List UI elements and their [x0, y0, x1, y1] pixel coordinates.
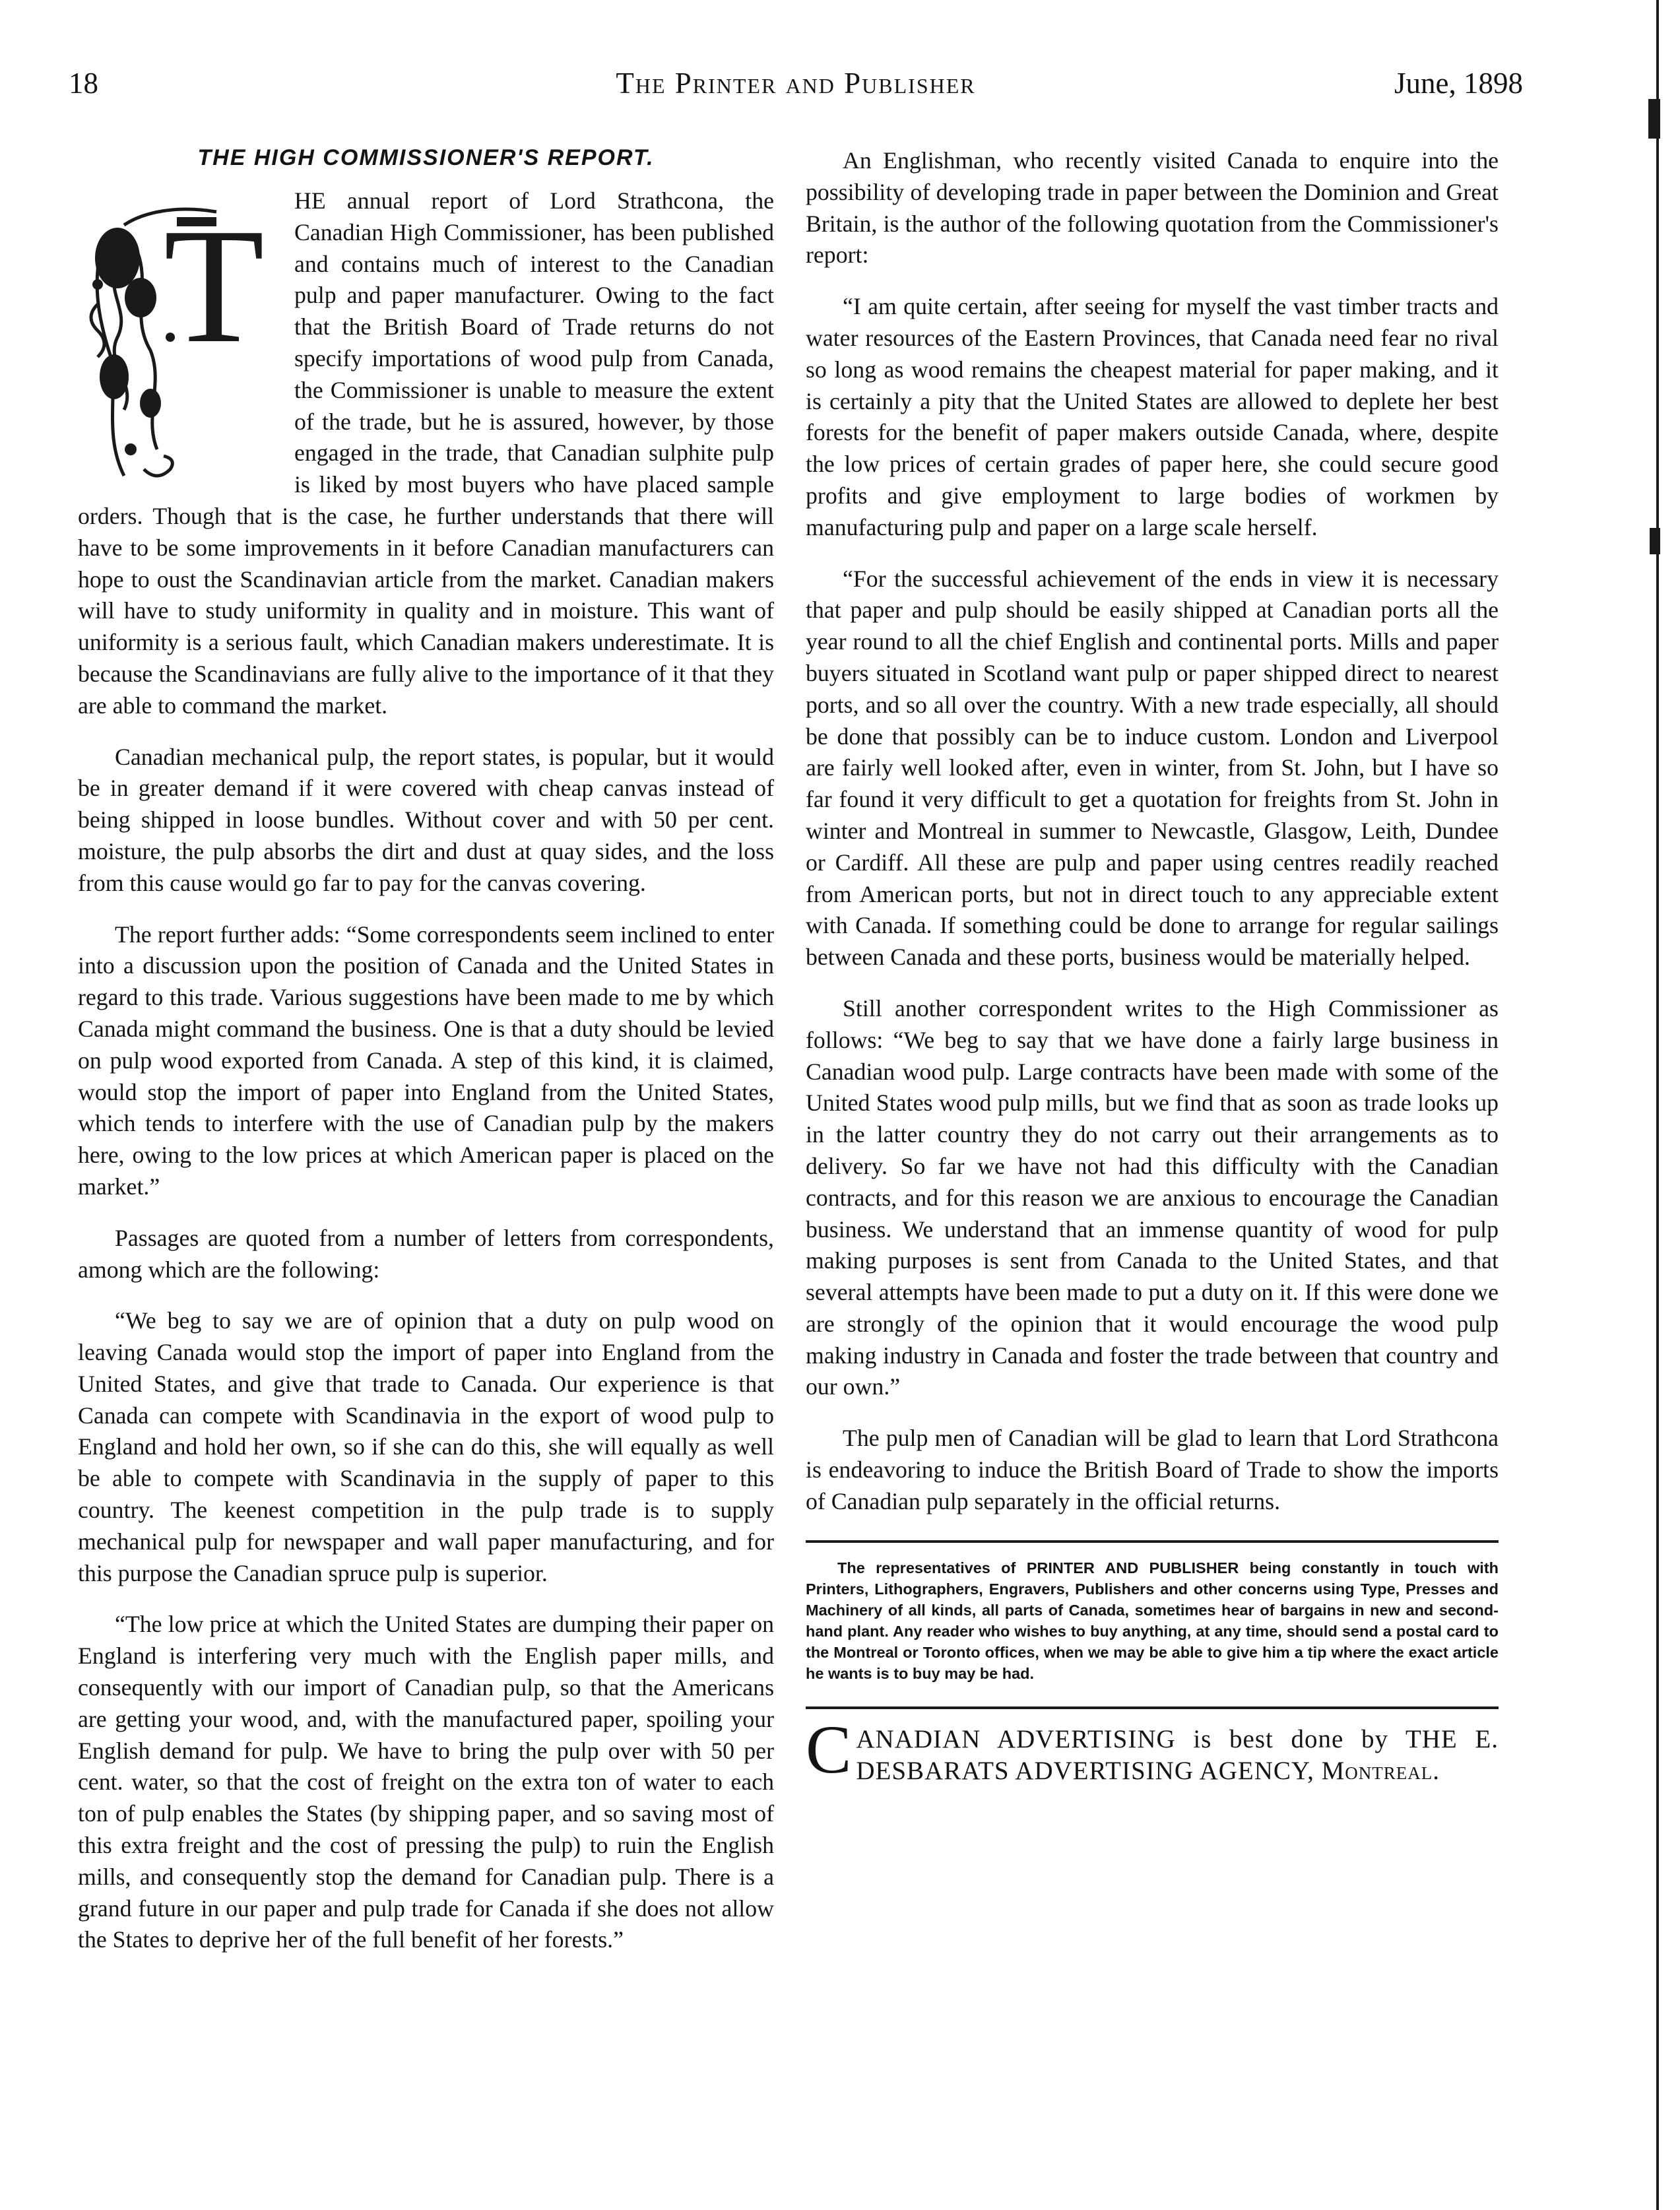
article-paragraph: The report further adds: “Some correspondents seem inclined to enter into a discussion upon the position of Canada and the United States in regard to this trade. Various suggestions have been made to me by which Canada might command the business. One is that a duty should be levied on pulp wood exported from Canada. A step of this kind, it is claimed, would stop the import of paper into England from the United States, which tends to interfere with the use of Canadian pulp by the makers here, owing to the low prices at which American paper is placed on the market.”	[78, 921, 774, 1200]
article-paragraph: “I am quite certain, after seeing for myself the vast timber tracts and water resources of the Eastern Provinces, that Canada need fear no rival so long as wood remains the cheapest material for paper making, and it is certainly a pity that the United States are allowed to deplete her best forests for the benefit of paper makers outside Canada, where, despite the low prices of certain grades of paper here, she could secure good profits and give employment to large bodies of workmen by manufacturing pulp and paper on a large scale herself.	[806, 293, 1499, 540]
publisher-notice: The representatives of PRINTER AND PUBLISHER being constantly in touch with Printers, Lithographers, Engravers, Publishers and other concerns using Type, Presses and Machinery of all kinds, all parts of Canada, sometimes hear of bargains in new and second-hand plant. Any reader who wishes to buy anything, at any time, should send a postal card to the Montreal or Toronto offices, when we may be able to give him a tip where the exact article he wants is to buy may be had.	[806, 1559, 1499, 1682]
left-column	[78, 145, 774, 1956]
edge-mark	[1650, 528, 1660, 554]
running-head-title: The Printer and Publisher	[616, 67, 976, 100]
article-paragraph: “For the successful achievement of the ends in view it is necessary that paper and pulp should be easily shipped at Canadian ports all the year round to all the chief English and continental ports. Mills and paper buyers situated in Scotland want pulp or paper shipped direct to nearest ports, and so all over the country. With a new trade especially, all should be done that possibly can be to induce custom. London and Liverpool are fairly well looked after, even in winter, from St. John, but I have so far found it very difficult to get a quotation for freights from St. John in winter and Montreal in summer to Newcastle, Glasgow, Leith, Dundee or Cardiff. All these are pulp and paper using centres readily reached from American ports, but not in direct touch to any appreciable extent with Canada. If something could be done to arrange for regular sailings between Canada and these ports, business would be materially helped.	[806, 565, 1499, 971]
article-paragraph: Canadian mechanical pulp, the report states, is popular, but it would be in greater demand if it were covered with cheap canvas instead of being shipped in loose bundles. Without cover and with 50 per cent. moisture, the pulp absorbs the dirt and dust at quay sides, and the loss from this cause would go far to pay for the canvas covering.	[78, 743, 774, 896]
page-number: 18	[69, 67, 98, 100]
edge-mark	[1648, 99, 1660, 139]
ad-city: Montreal.	[1321, 1756, 1440, 1785]
right-column	[806, 145, 1499, 1787]
dropcap-letter: T	[164, 195, 265, 377]
article-paragraph: HE annual report of Lord Strathcona, the Canadian High Commissioner, has been published and contains much of interest to the Canadian pulp and paper manufacturer. Owing to the fact that the British Board of Trade returns do not specify importations of wood pulp from Canada, the Commissioner is unable to measure the extent of the trade, but he is assured, however, by those engaged in the trade, that Canadian sulphite pulp is liked by most buyers who have placed sample orders. Though that is the case, he further understands that there will have to be some improvements in it before Canadian manufacturers can hope to oust the Scandinavian article from the market. Canadian makers will have to study uniformity in quality and in moisture. This want of uniformity is a serious fault, which Canadian makers underestimate. It is because the Scandinavians are fully alive to the importance of it that they are able to command the market.	[78, 187, 774, 719]
section-divider	[806, 1540, 1499, 1543]
article-paragraph: Passages are quoted from a number of letters from correspondents, among which are the following:	[78, 1224, 774, 1283]
page-header	[69, 66, 1523, 112]
ad-initial: C	[806, 1711, 853, 1788]
article-paragraph: An Englishman, who recently visited Canada to enquire into the possibility of developing trade in paper between the Dominion and Great Britain, is the author of the following quotation from the Commissioner's report:	[806, 147, 1499, 269]
article-paragraph: “The low price at which the United States are dumping their paper on England is interfering very much with the English paper mills, and consequently with our import of Canadian pulp, so that the Americans are getting your wood, and, with the manufactured paper, spoiling your English demand for pulp. We have to bring the pulp over with 50 per cent. water, so that the cost of freight on the extra ton of water to each ton of pulp enables the States (by shipping paper, and so saving most of this extra freight and the cost of pressing the pulp) to ruin the English mills, and consequently stop the demand for Canadian pulp. There is a grand future in our paper and pulp trade for Canada if she does not allow the States to deprive her of the full benefit of her forests.”	[78, 1611, 774, 1953]
ornamental-dropcap	[78, 185, 290, 496]
article-paragraph: The pulp men of Canadian will be glad to learn that Lord Strathcona is endeavoring to induce the British Board of Trade to show the imports of Canadian pulp separately in the official returns.	[806, 1425, 1499, 1514]
article-headline: THE HIGH COMMISSIONER'S REPORT.	[197, 145, 655, 170]
section-divider	[806, 1706, 1499, 1709]
binding-edge-line	[1656, 0, 1659, 2210]
issue-date: June, 1898	[1394, 67, 1523, 100]
article-paragraph: “We beg to say we are of opinion that a duty on pulp wood on leaving Canada would stop the import of paper into England from the United States, and give that trade to Canada. Our experience is that Canada can compete with Scandinavia in the export of wood pulp to England and hold her own, so if she can do this, she will equally as well be able to compete with Scandinavia in the supply of paper to this country. The keenest competition in the pulp trade is to supply mechanical pulp for newspaper and wall paper manufacturing, and for this purpose the Canadian spruce pulp is superior.	[78, 1307, 774, 1586]
article-paragraph: Still another correspondent writes to the High Commissioner as follows: “We beg to say that we have done a fairly large business in Canadian wood pulp. Large contracts have been made with some of the United States wood pulp mills, but we find that as soon as trade looks up in the latter country they do not carry out their arrangements as to delivery. So far we have not had this difficulty with the Canadian contracts, and for this reason we are anxious to encourage the Canadian business. We understand that an immense quantity of wood for pulp making purposes is sent from Canada to the United States, and that several attempts have been made to put a duty on it. If this were done we are strongly of the opinion that it would encourage the wood pulp making industry in Canada and foster the trade between that country and our own.”	[806, 994, 1499, 1400]
advertisement	[806, 1711, 1499, 1788]
ad-text: ANADIAN ADVERTISING is best done by THE E. DESBARATS ADVERTISING AGENCY,	[856, 1724, 1499, 1785]
